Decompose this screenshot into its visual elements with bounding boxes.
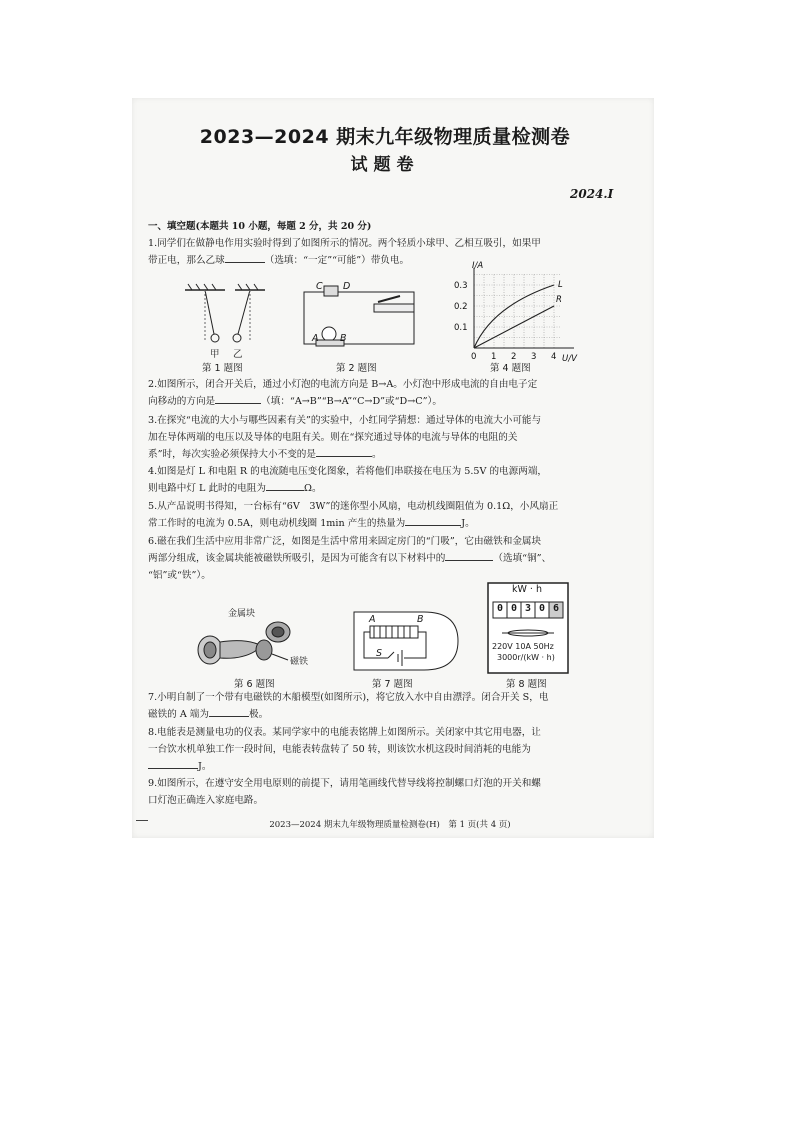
figure-7-label-b: B <box>417 614 424 625</box>
question-3-text-end: 。 <box>372 449 382 460</box>
x-tick-label: 4 <box>551 352 557 362</box>
y-tick-label: 0.2 <box>454 302 468 312</box>
figure-1-caption: 第 1 题图 <box>202 363 243 374</box>
question-2-line2 <box>148 393 628 410</box>
figure-8-unit: kW · h <box>512 584 542 595</box>
question-9-line1: 9.如图所示，在遵守安全用电原则的前提下，请用笔画线代替导线将控制螺口灯泡的开关和螺 <box>148 778 541 789</box>
figure-2-label-c: C <box>316 281 323 292</box>
curve-r-label: R <box>556 295 562 305</box>
question-5 <box>148 498 628 532</box>
question-3-line3 <box>148 446 628 463</box>
page-footer: 2023—2024 期末九年级物理质量检测卷(H) 第 1 页(共 4 页) <box>269 820 511 830</box>
question-3-line1: 3.在探究“电流的大小与哪些因素有关”的实验中，小红同学猜想：通过导体的电流大小可能与 <box>148 415 542 426</box>
question-8-line1: 8.电能表是测量电功的仪表。某同学家中的电能表铭牌上如图所示。关闭家中其它用电器，让 <box>148 727 541 738</box>
meter-digit: 3 <box>524 603 532 614</box>
figure-4-caption: 第 4 题图 <box>490 363 531 374</box>
answer-blank-5[interactable] <box>405 515 461 526</box>
question-6-text-end: （选填“铜”、 <box>493 553 552 564</box>
exam-title: 2023—2024 期末九年级物理质量检测卷 <box>199 126 571 148</box>
question-6-line2 <box>148 550 628 567</box>
question-7-text: 磁铁的 A 端为 <box>148 709 209 720</box>
answer-blank-8[interactable] <box>148 758 198 769</box>
figure-8-caption: 第 8 题图 <box>506 679 547 690</box>
x-axis-label: U/V <box>562 354 577 364</box>
question-6-text: 两部分组成，该金属块能被磁铁所吸引，是因为可能含有以下材料中的 <box>148 553 446 564</box>
question-9-line2: 口灯泡正确连入家庭电路。 <box>148 795 264 806</box>
question-2-line1: 2.如图所示，闭合开关后，通过小灯泡的电流方向是 B→A。小灯泡中形成电流的自由电子定 <box>148 379 538 390</box>
meter-digit: 0 <box>496 603 504 614</box>
answer-blank-1[interactable] <box>225 252 265 263</box>
curve-l-label: L <box>558 280 563 290</box>
figure-7-label-s: S <box>376 648 383 659</box>
figure-1-label-yi: 乙 <box>233 349 243 360</box>
figure-7-label-a: A <box>369 614 376 625</box>
question-4-text: 则电路中灯 L 此时的电阻为 <box>148 483 267 494</box>
margin-mark <box>136 820 148 821</box>
x-tick-label: 2 <box>511 352 517 362</box>
question-1-text-end: （选填：“一定”“可能”）带负电。 <box>264 255 410 266</box>
question-7-line2 <box>148 706 628 723</box>
question-7-text-end: 极。 <box>249 709 269 720</box>
question-1-line2 <box>148 252 628 269</box>
answer-blank-6[interactable] <box>445 550 493 561</box>
exam-subtitle: 试题卷 <box>350 155 420 175</box>
question-9 <box>148 775 628 809</box>
figure-8-spec2: 3000r/(kW · h) <box>497 653 555 662</box>
meter-digit: 0 <box>538 603 546 614</box>
figure-8-digits <box>493 603 563 614</box>
question-8-line2: 一台饮水机单独工作一段时间，电能表转盘转了 50 转，则该饮水机这段时间消耗的电能为 <box>148 744 531 755</box>
figure-7-caption: 第 7 题图 <box>372 679 413 690</box>
meter-digit: 0 <box>510 603 518 614</box>
question-7-line1: 7.小明自制了一个带有电磁铁的木船模型(如图所示)，将它放入水中自由漂浮。闭合开关 S，电 <box>148 692 549 703</box>
x-tick-label: 1 <box>491 352 497 362</box>
question-4-line2 <box>148 480 628 497</box>
section-heading: 一、填空题(本题共 10 小题，每题 2 分，共 20 分) <box>148 221 372 232</box>
question-5-line1: 5.从产品说明书得知，一台标有“6V 3W”的迷你型小风扇，电动机线圈阻值为 0.1Ω，小风扇正 <box>148 501 559 512</box>
figure-2-label-d: D <box>343 281 351 292</box>
question-1 <box>148 235 628 269</box>
figure-6-label-metal: 金属块 <box>228 609 256 619</box>
x-tick-label: 0 <box>471 352 477 362</box>
question-8 <box>148 724 628 775</box>
question-1-text: 带正电，那么乙球 <box>148 255 225 266</box>
question-3 <box>148 412 628 463</box>
question-2 <box>148 376 628 410</box>
figure-1-label-jia: 甲 <box>210 349 220 360</box>
exam-date: 2024.I <box>570 187 614 201</box>
question-5-line2 <box>148 515 628 532</box>
question-5-text-end: J。 <box>461 518 475 529</box>
figure-8-spec1: 220V 10A 50Hz <box>492 642 554 651</box>
figure-6-label-magnet: 磁铁 <box>290 657 309 667</box>
question-1-line1: 1.同学们在做静电作用实验时得到了如图所示的情况。两个轻质小球甲、乙相互吸引，如果甲 <box>148 238 541 249</box>
question-6-line3: “铝”或“铁”）。 <box>148 570 211 581</box>
figure-2-caption: 第 2 题图 <box>336 363 377 374</box>
figure-2-label-b: B <box>340 333 347 344</box>
question-2-text: 向移动的方向是 <box>148 396 216 407</box>
question-3-text: 系”时，每次实验必须保持大小不变的是 <box>148 449 316 460</box>
question-8-line3 <box>148 758 628 775</box>
question-2-text-end: （填：“A→B”“B→A”“C→D”或“D→C”）。 <box>261 396 442 407</box>
answer-blank-4[interactable] <box>266 480 304 491</box>
figure-2-label-a: A <box>312 333 319 344</box>
answer-blank-2[interactable] <box>215 393 261 404</box>
answer-blank-3[interactable] <box>316 446 372 457</box>
question-4-line1: 4.如图是灯 L 和电阻 R 的电流随电压变化图象，若将他们串联接在电压为 5.5V 的电源两端， <box>148 466 548 477</box>
y-tick-label: 0.3 <box>454 281 468 291</box>
answer-blank-7[interactable] <box>209 706 249 717</box>
question-5-text: 常工作时的电流为 0.5A，则电动机线圈 1min 产生的热量为 <box>148 518 406 529</box>
figure-6-caption: 第 6 题图 <box>234 679 275 690</box>
x-tick-label: 3 <box>531 352 537 362</box>
question-7 <box>148 689 628 723</box>
question-6 <box>148 533 628 584</box>
meter-digit: 6 <box>552 603 560 614</box>
question-8-text-end: J。 <box>198 761 212 772</box>
question-6-line1: 6.磁在我们生活中应用非常广泛，如图是生活中常用来固定房门的“门吸”，它由磁铁和金属块 <box>148 536 542 547</box>
question-3-line2: 加在导体两端的电压以及导体的电阻有关。则在“探究通过导体的电流与导体的电阻的关 <box>148 432 518 443</box>
figure-4-graph <box>450 261 580 364</box>
figure-1-balls <box>180 282 270 362</box>
question-4 <box>148 463 628 497</box>
y-axis-label: I/A <box>472 261 484 271</box>
y-tick-label: 0.1 <box>454 323 468 333</box>
question-4-text-end: Ω。 <box>304 483 322 494</box>
